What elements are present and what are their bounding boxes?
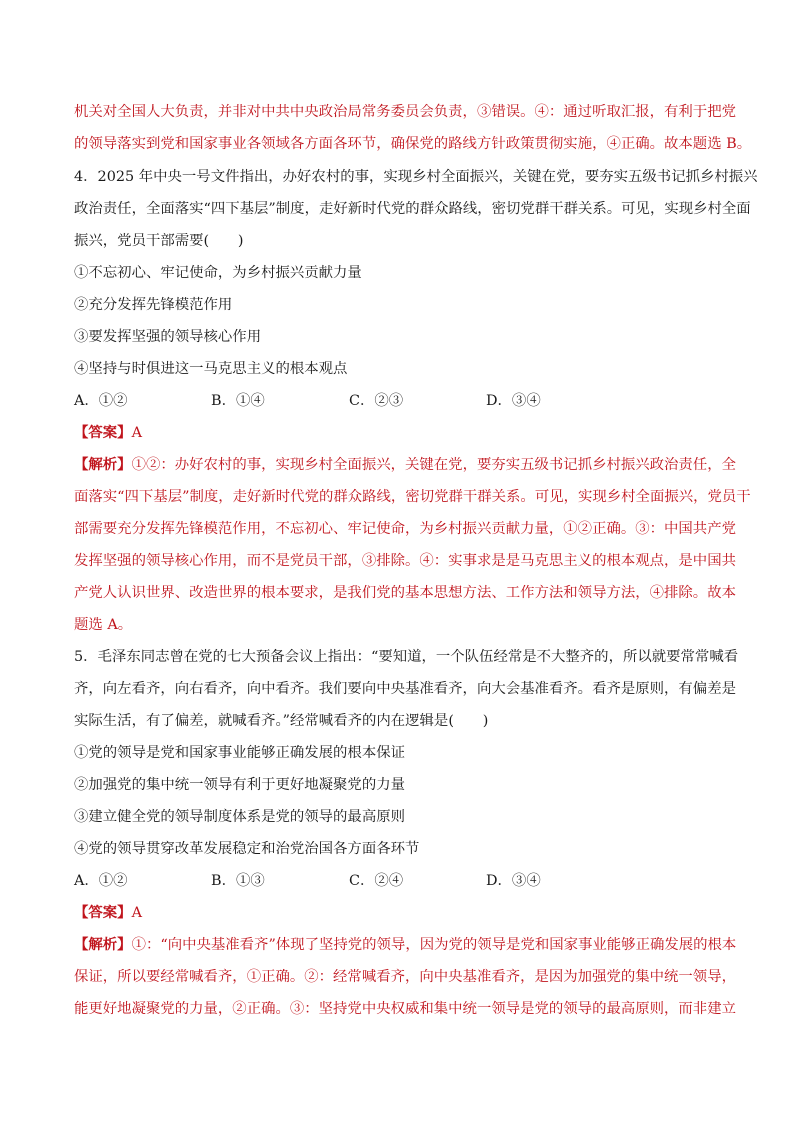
q5-answer-value: A [131,905,142,921]
q4-analysis-line-1 [74,455,736,475]
q4-analysis-line-2: 面落实“四下基层”制度，走好新时代党的群众路线，密切党群干群关系。可见，实现乡村全面振兴，党员干 [74,489,751,505]
q4-answer-tag: 【答案】 [74,424,132,441]
q4-answer-value: A [131,425,142,441]
q5-item-1: ①党的领导是党和国家事业能够正确发展的根本保证 [74,745,405,761]
q5-stem-line-1: 5．毛泽东同志曾在党的七大预备会议上指出：“要知道，一个队伍经常是不大整齐的，所以就要常常喊看 [74,649,739,665]
q5-answer [74,903,724,923]
q4-stem-line-1: 4．2025 年中央一号文件指出，办好农村的事，实现乡村全面振兴，关键在党，要夯实五级书记抓乡村振兴 [74,169,758,185]
q4-choice-a: A．①② [74,393,128,409]
q4-analysis-tag: 【解析】 [74,456,132,473]
q4-item-4: ④坚持与时俱进这一马克思主义的根本观点 [74,361,348,377]
q5-item-4: ④党的领导贯穿改革发展稳定和治党治国各方面各环节 [74,841,420,857]
q4-item-1: ①不忘初心、牢记使命，为乡村振兴贡献力量 [74,265,362,281]
q4-choice-d: D．③④ [486,393,541,409]
q4-analysis-line-4: 发挥坚强的领导核心作用，而不是党员干部，③排除。④：实事求是是马克思主义的根本观点，是中国共 [74,553,736,569]
q5-analysis-text-1: ①：“向中央基准看齐”体现了坚持党的领导，因为党的领导是党和国家事业能够正确发展的根本 [131,937,737,953]
q4-choice-c: C．②③ [349,393,404,409]
q4-stem-line-3: 振兴，党员干部需要( ) [74,233,244,249]
q5-analysis-tag: 【解析】 [74,936,132,953]
q5-choice-c: C．②④ [349,873,404,889]
q4-analysis-line-3: 部需要充分发挥先锋模范作用，不忘初心、牢记使命，为乡村振兴贡献力量，①②正确。③：中国共产党 [74,521,736,537]
q5-item-3: ③建立健全党的领导制度体系是党的领导的最高原则 [74,809,405,825]
q5-stem-line-2: 齐，向左看齐，向右看齐，向中看齐。我们要向中央基准看齐，向大会基准看齐。看齐是原则，有偏差是 [74,681,736,697]
q5-choice-b: B．①③ [211,873,265,889]
q4-analysis-line-6: 题选 A。 [74,617,133,633]
q5-choice-a: A．①② [74,873,128,889]
analysis-continuation-line-1: 机关对全国人大负责，并非对中共中央政治局常务委员会负责，③错误。④：通过听取汇报，有利于把党 [74,104,736,120]
q4-stem-line-2: 政治责任，全面落实“四下基层”制度，走好新时代党的群众路线，密切党群干群关系。可见，实现乡村全面 [74,201,751,217]
q5-stem-line-3: 实际生活，有了偏差，就喊看齐。”经常喊看齐的内在逻辑是( ) [74,713,489,729]
q5-analysis-line-1 [74,935,737,955]
q5-item-2: ②加强党的集中统一领导有利于更好地凝聚党的力量 [74,777,405,793]
q4-choice-b: B．①④ [211,393,265,409]
q4-answer [74,423,724,443]
q4-analysis-text-1: ①②：办好农村的事，实现乡村全面振兴，关键在党，要夯实五级书记抓乡村振兴政治责任，全 [131,457,736,473]
q4-analysis-line-5: 产党人认识世界、改造世界的根本要求，是我们党的基本思想方法、工作方法和领导方法，④排除。故本 [74,585,736,601]
q5-analysis-line-3: 能更好地凝聚党的力量，②正确。③：坚持党中央权威和集中统一领导是党的领导的最高原则，而非建立 [74,1001,736,1017]
q4-item-2: ②充分发挥先锋模范作用 [74,297,233,313]
q5-analysis-line-2: 保证，所以要经常喊看齐，①正确。②：经常喊看齐，向中央基准看齐，是因为加强党的集中统一领导， [74,969,736,985]
q4-item-3: ③要发挥坚强的领导核心作用 [74,329,262,345]
q5-answer-tag: 【答案】 [74,904,132,921]
analysis-continuation-line-2: 的领导落实到党和国家事业各领域各方面各环节，确保党的路线方针政策贯彻实施，④正确。故本题选 B。 [74,136,752,152]
q5-choice-d: D．③④ [486,873,541,889]
